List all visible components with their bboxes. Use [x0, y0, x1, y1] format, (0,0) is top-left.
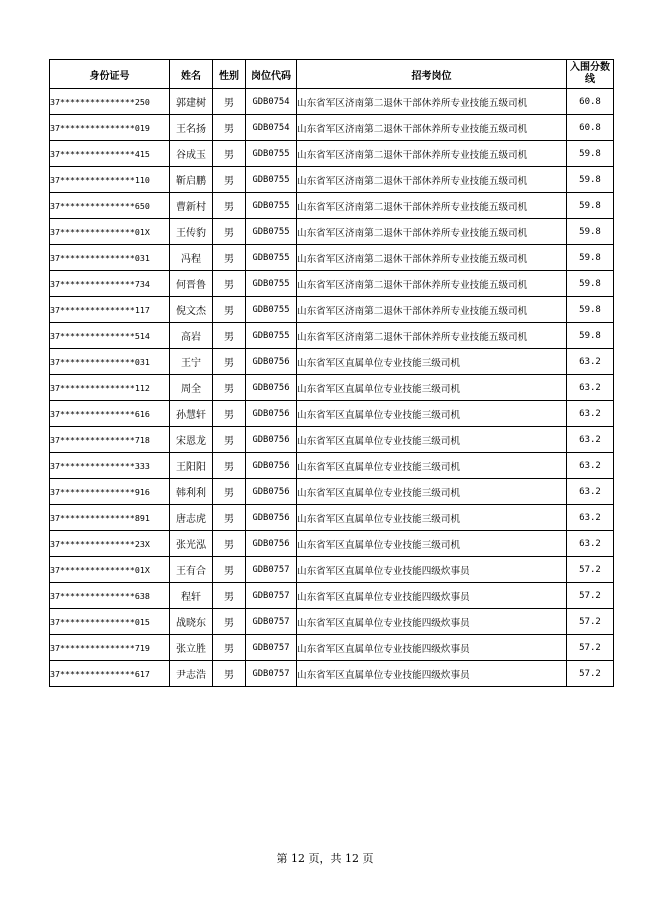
- cell-name: 王传豹: [170, 219, 213, 245]
- table-row: [50, 141, 614, 167]
- cell-cutoff-score: 57.2: [567, 609, 614, 635]
- cell-position-code: GDB0754: [246, 89, 297, 115]
- cell-position: 山东省军区直属单位专业技能四级炊事员: [297, 661, 567, 687]
- cell-name: 韩利利: [170, 479, 213, 505]
- cell-id-number: 37***************650: [50, 193, 170, 219]
- table-row: [50, 271, 614, 297]
- cell-position: 山东省军区济南第二退休干部休养所专业技能五级司机: [297, 219, 567, 245]
- cell-cutoff-score: 59.8: [567, 271, 614, 297]
- cell-cutoff-score: 57.2: [567, 557, 614, 583]
- cell-name: 何晋鲁: [170, 271, 213, 297]
- header-name: 姓名: [170, 60, 213, 89]
- cell-name: 靳启鹏: [170, 167, 213, 193]
- cell-cutoff-score: 59.8: [567, 141, 614, 167]
- cell-cutoff-score: 63.2: [567, 375, 614, 401]
- cell-id-number: 37***************333: [50, 453, 170, 479]
- cell-cutoff-score: 59.8: [567, 297, 614, 323]
- cell-position: 山东省军区直属单位专业技能四级炊事员: [297, 609, 567, 635]
- cell-gender: 男: [213, 349, 246, 375]
- cell-name: 唐志虎: [170, 505, 213, 531]
- cell-name: 郭建树: [170, 89, 213, 115]
- cell-position-code: GDB0757: [246, 661, 297, 687]
- cell-gender: 男: [213, 583, 246, 609]
- cell-position-code: GDB0755: [246, 323, 297, 349]
- cell-name: 宋恩龙: [170, 427, 213, 453]
- cell-id-number: 37***************019: [50, 115, 170, 141]
- table-row: [50, 167, 614, 193]
- cell-position: 山东省军区直属单位专业技能三级司机: [297, 427, 567, 453]
- cell-cutoff-score: 63.2: [567, 401, 614, 427]
- cell-id-number: 37***************015: [50, 609, 170, 635]
- cell-position: 山东省军区直属单位专业技能三级司机: [297, 531, 567, 557]
- cell-id-number: 37***************916: [50, 479, 170, 505]
- cell-gender: 男: [213, 297, 246, 323]
- table-row: [50, 323, 614, 349]
- cell-id-number: 37***************415: [50, 141, 170, 167]
- cell-position: 山东省军区直属单位专业技能三级司机: [297, 375, 567, 401]
- cell-gender: 男: [213, 609, 246, 635]
- table-row: [50, 479, 614, 505]
- cell-gender: 男: [213, 89, 246, 115]
- cell-name: 王阳阳: [170, 453, 213, 479]
- cell-cutoff-score: 63.2: [567, 531, 614, 557]
- cell-position: 山东省军区济南第二退休干部休养所专业技能五级司机: [297, 115, 567, 141]
- cell-id-number: 37***************23X: [50, 531, 170, 557]
- cell-name: 张立胜: [170, 635, 213, 661]
- cell-id-number: 37***************250: [50, 89, 170, 115]
- cell-position: 山东省军区直属单位专业技能三级司机: [297, 401, 567, 427]
- cell-position: 山东省军区济南第二退休干部休养所专业技能五级司机: [297, 193, 567, 219]
- cell-position-code: GDB0756: [246, 531, 297, 557]
- cell-position: 山东省军区济南第二退休干部休养所专业技能五级司机: [297, 245, 567, 271]
- cell-position: 山东省军区直属单位专业技能四级炊事员: [297, 635, 567, 661]
- table-row: [50, 375, 614, 401]
- cell-position: 山东省军区直属单位专业技能四级炊事员: [297, 583, 567, 609]
- cell-gender: 男: [213, 479, 246, 505]
- cell-gender: 男: [213, 219, 246, 245]
- page-number: 第 12 页，共 12 页: [276, 852, 374, 865]
- cell-id-number: 37***************718: [50, 427, 170, 453]
- header-position: 招考岗位: [297, 60, 567, 89]
- cell-position: 山东省军区济南第二退休干部休养所专业技能五级司机: [297, 271, 567, 297]
- cell-position-code: GDB0756: [246, 427, 297, 453]
- table-row: [50, 89, 614, 115]
- cell-cutoff-score: 63.2: [567, 453, 614, 479]
- header-gender: 性别: [213, 60, 246, 89]
- table-row: [50, 635, 614, 661]
- cell-name: 王有合: [170, 557, 213, 583]
- cell-cutoff-score: 57.2: [567, 635, 614, 661]
- cell-cutoff-score: 59.8: [567, 245, 614, 271]
- cell-id-number: 37***************110: [50, 167, 170, 193]
- cell-id-number: 37***************031: [50, 245, 170, 271]
- cell-gender: 男: [213, 531, 246, 557]
- header-cutoff-score: 入围分数线: [567, 60, 614, 89]
- cell-id-number: 37***************617: [50, 661, 170, 687]
- table-row: [50, 531, 614, 557]
- cell-cutoff-score: 63.2: [567, 349, 614, 375]
- cell-cutoff-score: 59.8: [567, 167, 614, 193]
- table-header-row: [50, 60, 614, 89]
- cell-id-number: 37***************514: [50, 323, 170, 349]
- table-row: [50, 505, 614, 531]
- table-row: [50, 609, 614, 635]
- cell-id-number: 37***************01X: [50, 557, 170, 583]
- cell-position-code: GDB0757: [246, 557, 297, 583]
- cell-position: 山东省军区直属单位专业技能三级司机: [297, 479, 567, 505]
- table-row: [50, 115, 614, 141]
- cell-id-number: 37***************734: [50, 271, 170, 297]
- cell-name: 冯程: [170, 245, 213, 271]
- table-body: [50, 89, 614, 687]
- cell-name: 王名扬: [170, 115, 213, 141]
- cell-name: 张光泓: [170, 531, 213, 557]
- table-row: [50, 583, 614, 609]
- header-position-code: 岗位代码: [246, 60, 297, 89]
- cell-cutoff-score: 63.2: [567, 427, 614, 453]
- cell-position-code: GDB0756: [246, 349, 297, 375]
- cell-position: 山东省军区济南第二退休干部休养所专业技能五级司机: [297, 297, 567, 323]
- cell-position-code: GDB0755: [246, 271, 297, 297]
- cell-gender: 男: [213, 141, 246, 167]
- cell-position: 山东省军区济南第二退休干部休养所专业技能五级司机: [297, 141, 567, 167]
- cell-gender: 男: [213, 115, 246, 141]
- cell-position-code: GDB0757: [246, 635, 297, 661]
- table-row: [50, 557, 614, 583]
- cell-position-code: GDB0755: [246, 141, 297, 167]
- cell-cutoff-score: 60.8: [567, 89, 614, 115]
- cell-position-code: GDB0754: [246, 115, 297, 141]
- cell-id-number: 37***************031: [50, 349, 170, 375]
- cell-gender: 男: [213, 557, 246, 583]
- cell-id-number: 37***************01X: [50, 219, 170, 245]
- cell-position: 山东省军区济南第二退休干部休养所专业技能五级司机: [297, 323, 567, 349]
- cell-id-number: 37***************638: [50, 583, 170, 609]
- cell-cutoff-score: 60.8: [567, 115, 614, 141]
- cell-cutoff-score: 63.2: [567, 479, 614, 505]
- cell-name: 孙慧轩: [170, 401, 213, 427]
- cell-cutoff-score: 59.8: [567, 323, 614, 349]
- cell-gender: 男: [213, 453, 246, 479]
- cell-cutoff-score: 59.8: [567, 219, 614, 245]
- cell-position-code: GDB0755: [246, 245, 297, 271]
- header-id-number: 身份证号: [50, 60, 170, 89]
- cell-name: 尹志浩: [170, 661, 213, 687]
- cell-position: 山东省军区直属单位专业技能三级司机: [297, 453, 567, 479]
- cell-cutoff-score: 59.8: [567, 193, 614, 219]
- cell-gender: 男: [213, 401, 246, 427]
- cell-position: 山东省军区济南第二退休干部休养所专业技能五级司机: [297, 89, 567, 115]
- table-row: [50, 661, 614, 687]
- table-row: [50, 245, 614, 271]
- candidate-table: [49, 59, 614, 687]
- cell-position-code: GDB0757: [246, 583, 297, 609]
- table-row: [50, 297, 614, 323]
- cell-position-code: GDB0756: [246, 479, 297, 505]
- cell-id-number: 37***************117: [50, 297, 170, 323]
- table-row: [50, 219, 614, 245]
- cell-position-code: GDB0755: [246, 193, 297, 219]
- cell-position: 山东省军区直属单位专业技能三级司机: [297, 505, 567, 531]
- cell-position: 山东省军区济南第二退休干部休养所专业技能五级司机: [297, 167, 567, 193]
- cell-gender: 男: [213, 271, 246, 297]
- cell-name: 战晓东: [170, 609, 213, 635]
- cell-gender: 男: [213, 167, 246, 193]
- cell-gender: 男: [213, 427, 246, 453]
- cell-gender: 男: [213, 245, 246, 271]
- cell-gender: 男: [213, 635, 246, 661]
- cell-gender: 男: [213, 323, 246, 349]
- cell-id-number: 37***************719: [50, 635, 170, 661]
- table-row: [50, 427, 614, 453]
- cell-gender: 男: [213, 193, 246, 219]
- cell-position-code: GDB0756: [246, 453, 297, 479]
- cell-position: 山东省军区直属单位专业技能三级司机: [297, 349, 567, 375]
- cell-cutoff-score: 63.2: [567, 505, 614, 531]
- cell-name: 程轩: [170, 583, 213, 609]
- cell-name: 高岩: [170, 323, 213, 349]
- cell-name: 倪文杰: [170, 297, 213, 323]
- cell-name: 周全: [170, 375, 213, 401]
- cell-id-number: 37***************616: [50, 401, 170, 427]
- cell-cutoff-score: 57.2: [567, 661, 614, 687]
- cell-position-code: GDB0756: [246, 401, 297, 427]
- cell-name: 谷成玉: [170, 141, 213, 167]
- cell-position-code: GDB0756: [246, 375, 297, 401]
- cell-id-number: 37***************112: [50, 375, 170, 401]
- cell-name: 曹新村: [170, 193, 213, 219]
- table-row: [50, 193, 614, 219]
- cell-cutoff-score: 57.2: [567, 583, 614, 609]
- cell-gender: 男: [213, 505, 246, 531]
- cell-position-code: GDB0755: [246, 219, 297, 245]
- cell-position-code: GDB0757: [246, 609, 297, 635]
- table-row: [50, 349, 614, 375]
- cell-gender: 男: [213, 375, 246, 401]
- cell-position-code: GDB0755: [246, 167, 297, 193]
- table-row: [50, 453, 614, 479]
- cell-name: 王宁: [170, 349, 213, 375]
- cell-position: 山东省军区直属单位专业技能四级炊事员: [297, 557, 567, 583]
- table-row: [50, 401, 614, 427]
- cell-gender: 男: [213, 661, 246, 687]
- cell-position-code: GDB0755: [246, 297, 297, 323]
- cell-position-code: GDB0756: [246, 505, 297, 531]
- cell-id-number: 37***************891: [50, 505, 170, 531]
